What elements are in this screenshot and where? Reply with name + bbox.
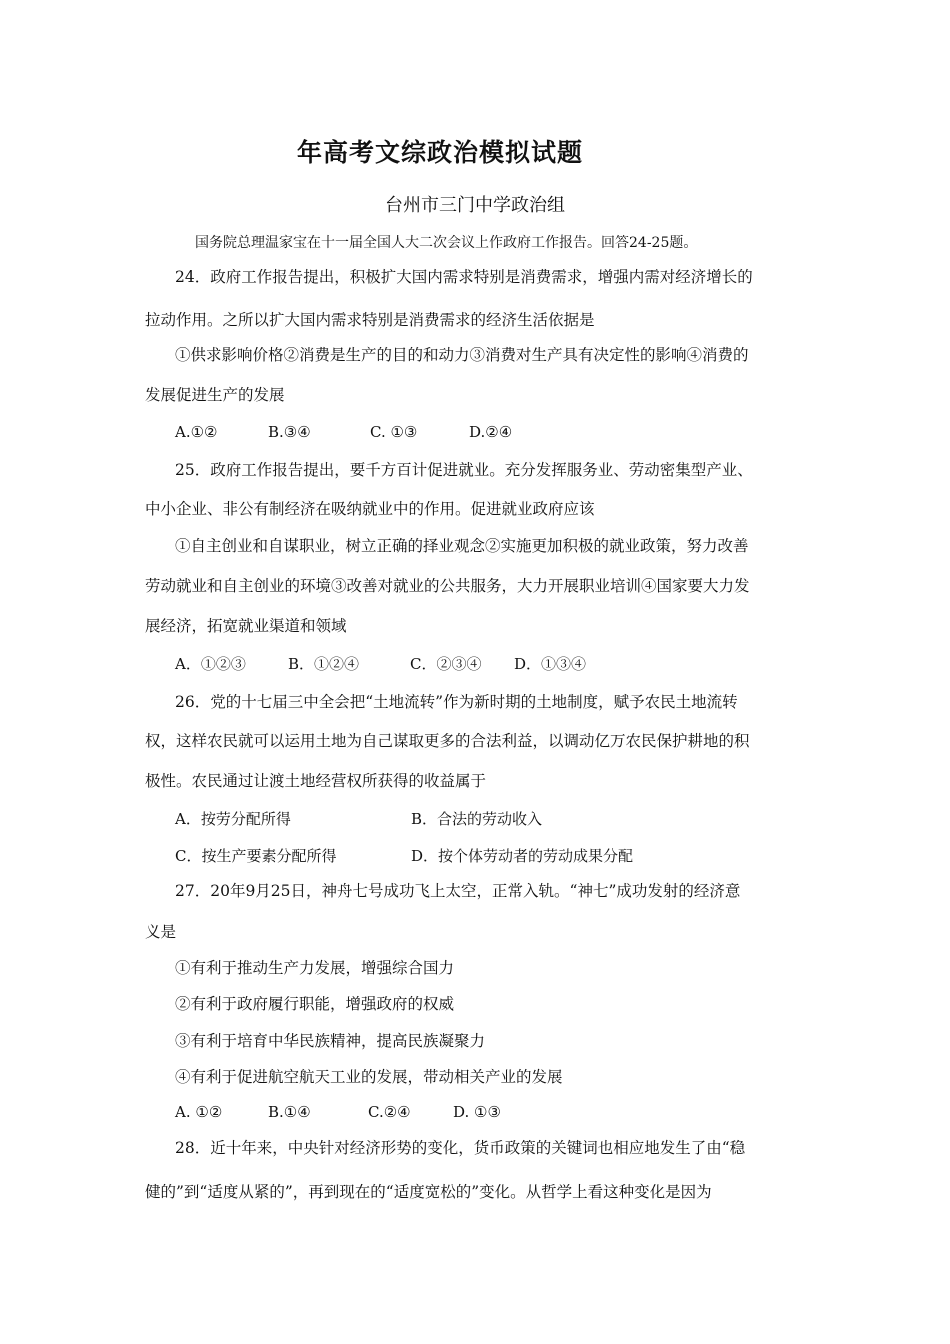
q26-option-d: D．按个体劳动者的劳动成果分配 [411, 847, 634, 865]
q24-line-1: 24．政府工作报告提出，积极扩大国内需求特别是消费需求，增强内需对经济增长的 [175, 268, 753, 286]
q25-option-d: D．①③④ [514, 655, 587, 673]
page-title: 年高考文综政治模拟试题 [296, 138, 583, 167]
q27-line-1: 27．20年9月25日，神舟七号成功飞上太空，正常入轨。“神七”成功发射的经济意 [175, 882, 741, 900]
q25-line-4: 劳动就业和自主创业的环境③改善对就业的公共服务，大力开展职业培训④国家要大力发 [145, 577, 750, 595]
q26-option-b: B．合法的劳动收入 [411, 810, 543, 828]
q26-line-1: 26．党的十七届三中全会把“土地流转”作为新时期的土地制度，赋予农民土地流转 [175, 693, 738, 711]
q25-line-3: ①自主创业和自谋职业，树立正确的择业观念②实施更加积极的就业政策，努力改善 [175, 537, 749, 555]
q24-option-a: A.①② [175, 423, 218, 441]
q28-line-1: 28．近十年来，中央针对经济形势的变化，货币政策的关键词也相应地发生了由“稳 [175, 1139, 746, 1157]
q27-item-1: ①有利于推动生产力发展，增强综合国力 [175, 959, 455, 977]
q24-line-2: 拉动作用。之所以扩大国内需求特别是消费需求的经济生活依据是 [145, 311, 595, 329]
q27-item-3: ③有利于培育中华民族精神，提高民族凝聚力 [175, 1032, 486, 1050]
q25-line-5: 展经济，拓宽就业渠道和领域 [145, 617, 347, 635]
intro-line: 国务院总理温家宝在十一届全国人大二次会议上作政府工作报告。回答24-25题。 [195, 235, 698, 251]
q27-item-4: ④有利于促进航空航天工业的发展，带动相关产业的发展 [175, 1068, 563, 1086]
q27-option-b: B.①④ [268, 1103, 311, 1121]
q27-option-a: A. ①② [175, 1103, 223, 1121]
q27-line-2: 义是 [145, 923, 177, 941]
q27-item-2: ②有利于政府履行职能，增强政府的权威 [175, 995, 455, 1013]
q25-option-a: A．①②③ [175, 655, 246, 673]
q24-line-3: ①供求影响价格②消费是生产的目的和动力③消费对生产具有决定性的影响④消费的 [175, 346, 749, 364]
q26-option-c: C．按生产要素分配所得 [175, 847, 337, 865]
q25-line-1: 25．政府工作报告提出，要千方百计促进就业。充分发挥服务业、劳动密集型产业、 [175, 461, 753, 479]
q26-option-a: A．按劳分配所得 [175, 810, 291, 828]
q24-option-c: C. ①③ [370, 423, 418, 441]
q25-option-c: C．②③④ [410, 655, 482, 673]
q27-option-d: D. ①③ [453, 1103, 501, 1121]
q28-line-2: 健的”到“适度从紧的”，再到现在的“适度宽松的”变化。从哲学上看这种变化是因为 [145, 1183, 712, 1201]
q24-option-d: D.②④ [469, 423, 513, 441]
q27-option-c: C.②④ [368, 1103, 411, 1121]
q24-option-b: B.③④ [268, 423, 311, 441]
author-line: 台州市三门中学政治组 [385, 195, 565, 216]
q25-option-b: B．①②④ [288, 655, 360, 673]
q24-line-4: 发展促进生产的发展 [145, 386, 285, 404]
q26-line-2: 权，这样农民就可以运用土地为自己谋取更多的合法利益，以调动亿万农民保护耕地的积 [145, 732, 750, 750]
q25-line-2: 中小企业、非公有制经济在吸纳就业中的作用。促进就业政府应该 [145, 500, 595, 518]
q26-line-3: 极性。农民通过让渡土地经营权所获得的收益属于 [145, 772, 487, 790]
